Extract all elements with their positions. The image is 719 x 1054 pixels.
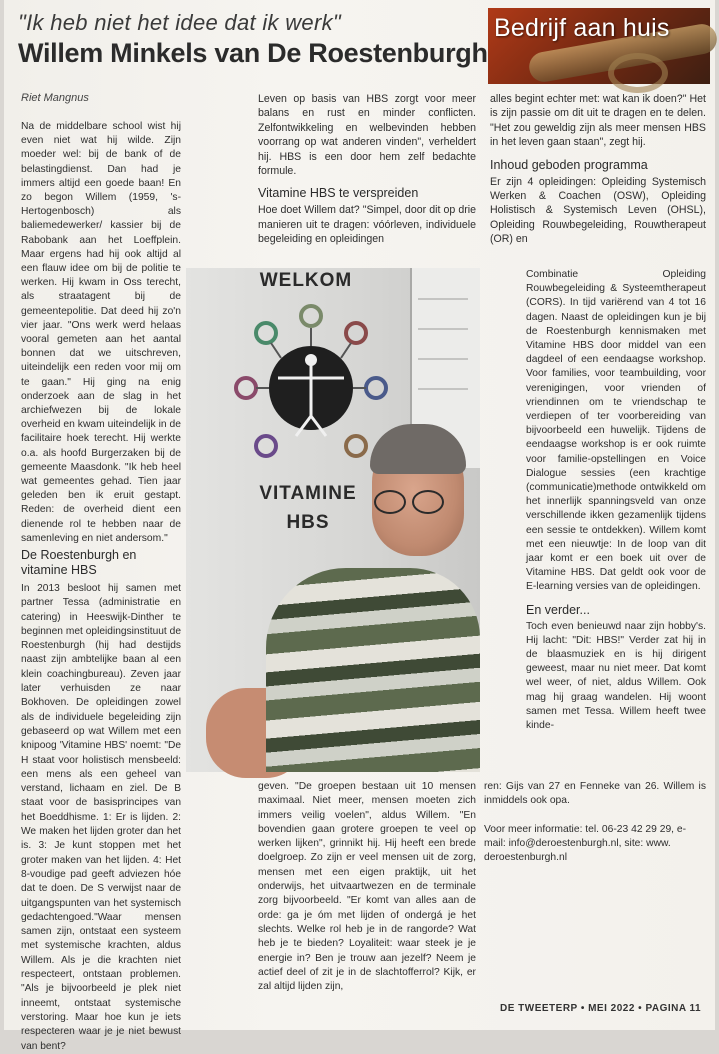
column-1-bottom [21,540,181,580]
column-2-top [258,92,476,247]
glasses-icon [412,490,444,514]
contact-info: Voor meer informatie: tel. 06-23 42 29 29, e-mail: info@deroestenburgh.nl, site: www. deroestenburgh.nl [484,823,687,864]
col2-subhead: Vitamine HBS te verspreiden [258,186,419,201]
person-shirt [266,568,480,772]
whiteboard-line [418,328,468,330]
col1-paragraph-2: In 2013 besloot hij samen met partner Tessa (administratie en catering) in Heeswijk-Dinther te beginnen met opleidingsinstituut de Roestenburgh (hij had destijds naast zijn ambtelijke baan al een klein coachingbureau). Zeven jaar later verhuisden ze naar Bokhoven. De opleidingen zowel als de individuele begeleiding zijn gebaseerd op wat Willem met een knipoog 'Vitamine HBS' noemt: "De H staat voor holistisch mensbeeld: een mens als een geheel van verstand, lichaam en ziel. De B staat voor de basisprincipes van het Boeddhisme. 1: Er is lijden. 2: We maken het lijden groter dan het is. 3: Je kunt stoppen met het groter maken van het lijden. 4: Het 8-voudige pad geeft adviezen hóe dat te doen. De S verwijst naar de uitgangspunten van het systemisch gedachtengoed."Waar mensen samen zijn, ontstaat een systeem met systemische krachten, aldus Willem. Als je die krachten niet respecteert, ontstaan problemen. "Als je bijvoorbeeld je plek niet inneemt, ontstaat systemische verstoring. Maar hoe kun je iets respecteren waar je je niet bewust van bent? [21,583,181,1052]
glasses-icon [374,490,406,514]
whiteboard-line [418,298,468,300]
col3-subhead-1: Inhoud geboden programma [490,157,648,172]
key-ring-illustration [608,53,668,93]
col3-subhead-2: En verder... [526,602,590,617]
section-banner-label: Bedrijf aan huis [494,14,670,42]
column-3-middle [526,268,706,733]
vitruvian-logo-icon [226,298,396,478]
col2-paragraph-2: Hoe doet Willem dat? "Simpel, door dit op drie manieren uit te dragen: vóórleven, individuele begeleiding en opleidingen [258,204,476,246]
col3-paragraph-1: alles begint echter met: wat kan ik doen?" Het is zijn passie om dit uit te dragen en te delen. "Het zou geweldig zijn als meer mensen HBS in het leven gaan staan", zegt hij. [490,93,706,149]
poster-vitamine-text: VITAMINE [259,483,357,504]
col2-paragraph-3: geven. "De groepen bestaan uit 10 mensen maximaal. Niet meer, mensen moeten zich immers veilig voelen", aldus Willem. "En bovendien gaan grotere groepen te veel op werken lijken", grinnikt hij. Hij heeft een brede doelgroep. Zo zijn er veel mensen uit de zorg, mensen met een eigen praktijk, uit het onderwijs, het uitvaartwezen en de terminale zorg bijvoorbeeld. "Er komt van alles aan de orde: ga je óm met lijden of ondergá je het slechts. Welke rol heb je in de rangorde? Wat heb je te bieden? Loyaliteit: waar steek je je energie in? Ben je trouw aan jezelf? Neem je actief deel of zit je in de slachtofferrol? Kijk, er zal altijd lijden zijn, [258,781,476,993]
magazine-page [4,0,715,1052]
column-3-bottom [484,780,706,865]
col1-paragraph-2-top [21,582,181,1054]
col3-paragraph-2: Er zijn 4 opleidingen: Opleiding Systemisch Werken & Coachen (OSW), Opleiding Holistisch & Systemisch Leven (OHSL), Opleiding Rouwbegeleiding, Rouwtherapeut (OR) en [490,175,706,246]
col3-paragraph-3: Combinatie Opleiding Rouwbegeleiding & Systeemtherapeut (CORS). In tijd variërend van 4 tot 16 dagen. Naast de opleidingen kun je bij de Roestenburgh kennismaken met Vitamine HBS door middel van een dagdeel of een eendaagse workshop. Voor families, voor teambuilding, voor verenigingen, voor vrienden of vriendinnen om te vriendschap te verdiepen of ter voorbereiding van bijvoorbeeld een huwelijk. Tijdens de eendaagse workshop is er ook ruimte voor familie-opstellingen en Voice Dialogue sessies (een krachtige (communicatie)methode ontwikkeld om het innerlijk spanningsveld van onze verschillende ikken gezamenlijk tijdens een sessie te ontdekken). Willem komt met een nieuwtje: In de loop van dit jaar komt er een boek uit over de Vitamine HBS. Dat geldt ook voor de E-learning versies van de opleidingen. [526,269,706,593]
article-title: Willem Minkels van De Roestenburgh [18,38,488,68]
article-quote-title: "Ik heb niet het idee dat ik werk" [18,10,341,35]
column-2-bottom [258,780,476,994]
author-byline: Riet Mangnus [21,92,89,104]
page-footer: DE TWEETERP • MEI 2022 • PAGINA 11 [500,1003,702,1014]
section-banner [488,8,710,84]
col1-paragraph-1: Na de middelbare school wist hij even niet wat hij wilde. Zijn moeder wel: bij de bank of de belastingdienst. Dan had je immers altijd een goede baan! En zo begon Willem (1959, 's-Hertogenbosch) als baliemedewerker/ kassier bij de Rabobank aan het Loeffplein. Maar ergens had hij ook altijd al een flauw idee om bij de politie te werken. Hij kwam in Oss terecht, als straatagent bij de gemeentepolitie. Dat deed hij zo'n vier jaar. "Ons werk werd helaas vooral gemeten aan het aantal bonnen dat we uitschreven, uiteindelijk een reden voor mij om te gaan." Hij ging na enig onderzoek aan de slag in het archiefwezen bij de lokale overheid en kwam uiteindelijk in de facilitaire hoek terecht. Hij werkte o.a. als hoofd Burgerzaken bij de gemeente Maasdonk. "Ik heb heel wat gemeentes gehad. Tien jaar geleden ben ik eruit gestapt. Reden: de overheid dient een dienende rol te hebben naar de samenleving en niet andersom." [21,121,181,544]
whiteboard-line [418,388,468,390]
portrait-photo [186,268,480,772]
column-1-top [21,120,181,546]
col3-paragraph-4: Toch even benieuwd naar zijn hobby's. Hij lacht: "Dit: HBS!" Verder zat hij in de blaasmuziek en is hij dirigent geweest, maar nu niet meer. Dat komt wel weer, of niet, aldus Willem. Ook mag hij graag wandelen. Hij woont samen met Tessa. Willem heeft twee kinde- [526,620,706,732]
col3-paragraph-5: ren: Gijs van 27 en Fenneke van 26. Willem is inmiddels ook opa. [484,781,706,807]
poster-welkom-text: WELKOM [259,270,353,291]
col2-paragraph-1: Leven op basis van HBS zorgt voor meer balans en rust en minder conflicten. Zelfontwikkeling en welbevinden hebben voorrang op wat anderen vinden", verheldert hij. HBS is een door hem zelf bedachte formule. [258,93,476,178]
poster-hbs-text: HBS [286,512,330,533]
column-3-top [490,92,706,247]
col1-subhead: De Roestenburgh en vitamine HBS [21,548,137,577]
whiteboard-line [418,358,468,360]
